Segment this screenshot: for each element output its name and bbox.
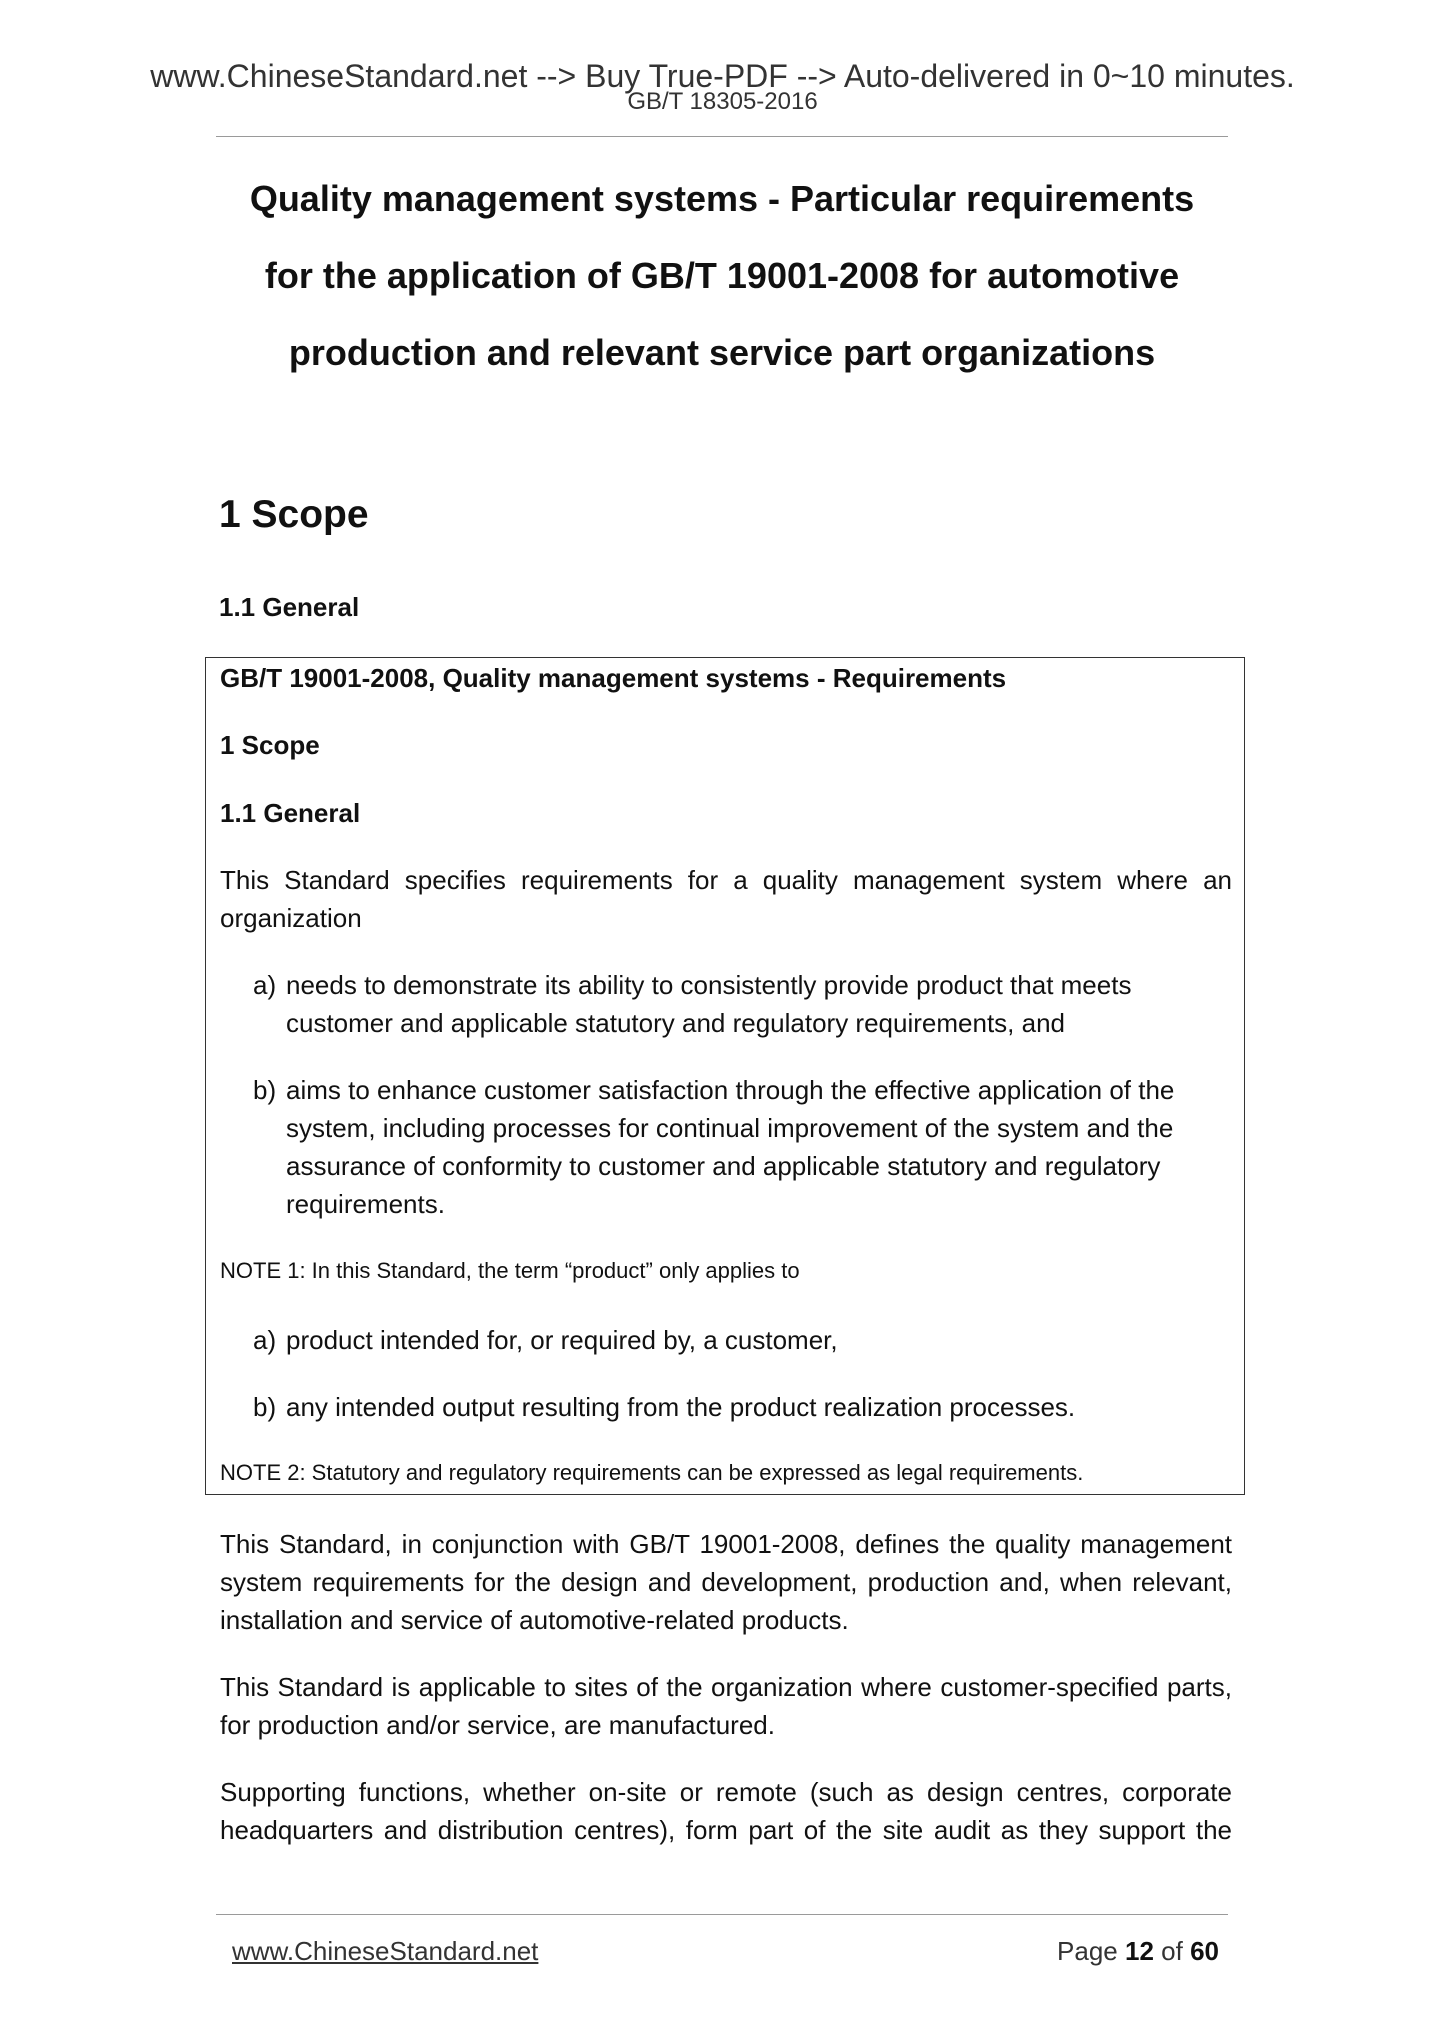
text-line: Supporting functions, whether on-site or remote (such as design centres, corporate [220, 1777, 1232, 1807]
quote-general-heading: 1.1 General [220, 798, 361, 828]
text-line: This Standard, in conjunction with GB/T 19001-2008, defines the quality management [220, 1529, 1232, 1559]
quote-scope-heading: 1 Scope [220, 730, 320, 760]
text-line: assurance of conformity to customer and applicable statutory and regulatory [286, 1151, 1161, 1181]
list-label: a) [253, 1325, 277, 1355]
footer-site-link[interactable]: www.ChineseStandard.net [232, 1936, 539, 1966]
body-paragraph [220, 1525, 1232, 1639]
note-2: NOTE 2: Statutory and regulatory requirements can be expressed as legal requirements. [220, 1460, 1084, 1485]
page-indicator [1057, 1935, 1219, 1967]
body-paragraph [220, 1668, 1232, 1744]
list-text [286, 1071, 1174, 1223]
quote-intro [220, 861, 1232, 937]
title-line: production and relevant service part organizations [288, 332, 1156, 373]
list-label: a) [253, 970, 277, 1000]
standard-code: GB/T 18305-2016 [627, 88, 818, 115]
site-banner: www.ChineseStandard.net --> Buy True-PDF --> Auto-delivered in 0~10 minutes. [150, 58, 1295, 94]
list-text: product intended for, or required by, a customer, [286, 1325, 838, 1355]
section-heading: 1 Scope [219, 493, 369, 536]
footer-divider [216, 1914, 1228, 1915]
page-total: 60 [1190, 1936, 1219, 1966]
text-line: requirements. [286, 1189, 445, 1219]
text-line: headquarters and distribution centres), form part of the site audit as they support the [220, 1815, 1232, 1845]
document-title [216, 160, 1228, 391]
subsection-heading: 1.1 General [219, 592, 360, 622]
header-divider [216, 136, 1228, 137]
text-line: system requirements for the design and development, production and, when relevant, [220, 1567, 1232, 1597]
text-line: needs to demonstrate its ability to consistently provide product that meets [286, 970, 1132, 1000]
note-1: NOTE 1: In this Standard, the term “product” only applies to [220, 1258, 800, 1283]
list-text: any intended output resulting from the product realization processes. [286, 1392, 1076, 1422]
text-line: organization [220, 903, 362, 933]
title-line: for the application of GB/T 19001-2008 for automotive [264, 255, 1180, 296]
title-line: Quality management systems - Particular requirements [249, 178, 1195, 219]
body-paragraph [220, 1773, 1232, 1849]
text-line: for production and/or service, are manufactured. [220, 1710, 775, 1740]
page-prefix: Page [1057, 1936, 1118, 1966]
text-line: system, including processes for continual improvement of the system and the [286, 1113, 1174, 1143]
text-line: aims to enhance customer satisfaction through the effective application of the [286, 1075, 1175, 1105]
list-label: b) [253, 1075, 277, 1105]
list-label: b) [253, 1392, 277, 1422]
quote-source: GB/T 19001-2008, Quality management systems - Requirements [220, 663, 1007, 693]
text-line: customer and applicable statutory and regulatory requirements, and [286, 1008, 1065, 1038]
text-line: This Standard specifies requirements for a quality management system where an [220, 865, 1232, 895]
page-of: of [1161, 1936, 1183, 1966]
text-line: installation and service of automotive-related products. [220, 1605, 849, 1635]
page-current: 12 [1125, 1936, 1154, 1966]
list-text [286, 966, 1131, 1042]
text-line: This Standard is applicable to sites of the organization where customer-specified parts, [220, 1672, 1232, 1702]
